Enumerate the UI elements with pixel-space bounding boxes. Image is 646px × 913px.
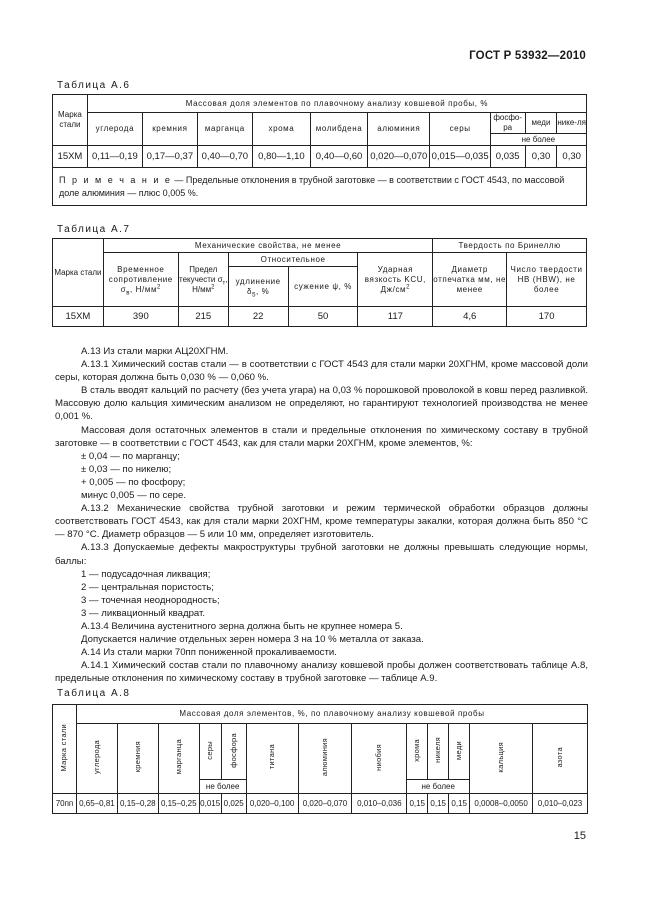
paragraph: А.14.1 Химический состав стали по плавочному анализу ковшевой пробы должен соответствовать таблице А.8, предельные отклонения по химическому составу в трубной заготовке — таблице А.9. xyxy=(55,660,588,685)
paragraph: А.13.3 Допускаемые дефекты макроструктуры трубной заготовки не должны превышать следующие нормы, баллы: xyxy=(55,542,588,567)
col-copper: меди xyxy=(449,724,470,780)
col-yield: Предел текучести $\sigma_т$, $Н/мм^2$ xyxy=(178,253,228,307)
table-cell: 0,30 xyxy=(525,146,557,168)
paragraph: 3 — ликвационный квадрат. xyxy=(81,607,206,619)
table-cell: 0,65–0,81 xyxy=(76,794,117,814)
col-aluminium: алюминия xyxy=(298,724,352,794)
col-hardness-number: Число твердости HB (HBW), не более xyxy=(507,253,587,307)
col-molybdenum: молибдена xyxy=(311,113,368,146)
note-label: П р и м е ч а н и е xyxy=(59,174,172,185)
table-a6-caption: Таблица А.6 xyxy=(57,80,131,91)
col-nickel: никеля xyxy=(428,724,449,780)
col-impact: Ударная вязкость KCU, $Дж/см^2$ xyxy=(358,253,433,307)
table-cell: 0,15 xyxy=(449,794,470,814)
col-niobium: ниобия xyxy=(352,724,407,794)
paragraph: А.14 Из стали марки 70пп пониженной прокаливаемости. xyxy=(81,647,337,659)
paragraph: 2 — центральная пористость; xyxy=(81,581,214,593)
table-cell: 0,015 xyxy=(199,794,221,814)
table-cell: 170 xyxy=(507,307,587,327)
table-cell: 0,40—0,60 xyxy=(311,146,368,168)
table-cell: 15ХМ xyxy=(53,146,88,168)
table-note xyxy=(53,168,587,206)
table-cell: 4,6 xyxy=(433,307,507,327)
table-a8 xyxy=(52,704,588,814)
mechanical-header: Механические свойства, не менее xyxy=(103,239,432,253)
paragraph: Допускается наличие отдельных зерен номера 3 на 10 % металла от заказа. xyxy=(81,634,424,646)
col-carbon: углерода xyxy=(87,113,142,146)
col-reduction: сужение ψ, % xyxy=(288,267,358,307)
paragraph: А.13.2 Механические свойства трубной заготовки и режим термической обработки образцов должны соответствовать ГОСТ 4543, как для стали марки 20ХГНМ, кроме температуры закалки, которая должна быть 850 °С — 870 °С. Диаметр образцов — 5 или 10 мм, определяет изготовитель. xyxy=(55,503,588,541)
col-chromium: хрома xyxy=(252,113,310,146)
col-nickel: нике-ля xyxy=(557,113,587,134)
table-cell: 0,010–0,036 xyxy=(352,794,407,814)
table-cell: 0,025 xyxy=(221,794,246,814)
table-cell: 0,40—0,70 xyxy=(197,146,252,168)
col-tensile: Временное сопротивление $\sigma_в$, $Н/мм^2$ xyxy=(103,253,178,307)
document-header: ГОСТ Р 53932—2010 xyxy=(469,50,586,62)
table-cell: 0,15–0,28 xyxy=(117,794,158,814)
col-manganese: марганца xyxy=(158,724,199,794)
paragraph: минус 0,005 — по сере. xyxy=(81,490,187,502)
table-a7 xyxy=(52,238,587,327)
table-cell: 15ХМ xyxy=(53,307,104,327)
table-cell: 390 xyxy=(103,307,178,327)
table-cell: 0,17—0,37 xyxy=(142,146,197,168)
table-cell: 215 xyxy=(178,307,228,327)
table-cell: 70пп xyxy=(53,794,77,814)
col-titanium: титана xyxy=(246,724,298,794)
col-chromium: хрома xyxy=(407,724,428,780)
paragraph: 3 — точечная неоднородность; xyxy=(81,594,220,606)
table-a7-caption: Таблица А.7 xyxy=(57,224,131,235)
col-diameter: Диаметр отпечатка мм, не менее xyxy=(433,253,507,307)
paragraph: ± 0,03 — по никелю; xyxy=(81,463,172,475)
table-a6 xyxy=(52,94,587,206)
table-cell: 117 xyxy=(358,307,433,327)
col-elongation: удлинение $\delta_5$, % xyxy=(228,267,288,307)
body-text xyxy=(55,345,588,685)
page-number: 15 xyxy=(573,830,586,842)
paragraph: + 0,005 — по фосфору; xyxy=(81,476,186,488)
grade-header: Марка стали xyxy=(53,95,88,146)
paragraph: А.13.1 Химический состав стали — в соответствии с ГОСТ 4543 для стали марки 20ХГНМ, кроме массовой доли серы, которая должна быть 0,030 % — 0,060 %. xyxy=(55,359,588,384)
table-cell: 0,80—1,10 xyxy=(252,146,310,168)
paragraph: 1 — подусадочная ликвация; xyxy=(81,568,211,580)
table-cell: 50 xyxy=(288,307,358,327)
hardness-header: Твердость по Бринеллю xyxy=(433,239,587,253)
table-cell: 22 xyxy=(228,307,288,327)
col-sulfur: серы xyxy=(430,113,490,146)
table-cell: 0,30 xyxy=(557,146,587,168)
table-cell: 0,020–0,100 xyxy=(246,794,298,814)
grade-header: Марка стали xyxy=(53,239,104,307)
table-cell: 0,015—0,035 xyxy=(430,146,490,168)
sub-header-max: не более xyxy=(199,780,246,794)
table-cell: 0,11—0,19 xyxy=(87,146,142,168)
col-aluminium: алюминия xyxy=(368,113,430,146)
col-sulfur: серы xyxy=(199,724,221,780)
paragraph: В сталь вводят кальций по расчету (без учета угара) на 0,03 % порошковой проволокой в ковш перед разливкой. Массовую долю кальция химическим анализом не определяют, но гарантируют технологией производства не менее 0,001 %. xyxy=(55,385,588,423)
table-cell: 0,15 xyxy=(428,794,449,814)
table-cell: 0,0008–0,0050 xyxy=(470,794,533,814)
col-copper: меди xyxy=(525,113,557,134)
group-header: Массовая доля элементов по плавочному анализу ковшевой пробы, % xyxy=(87,95,586,113)
col-carbon: углерода xyxy=(76,724,117,794)
sub-header-max: не более xyxy=(407,780,470,794)
note-text: — Предельные отклонения в трубной заготовке — в соответствии с ГОСТ 4543, по массовой доле алюминия — плюс 0,005 %. xyxy=(59,174,565,198)
sub-header-max: не более xyxy=(490,134,586,146)
table-a8-caption: Таблица А.8 xyxy=(57,688,131,699)
col-phosphorus: фосфо-ра xyxy=(490,113,525,134)
col-calcium: кальция xyxy=(470,724,533,794)
table-cell: 0,15–0,25 xyxy=(158,794,199,814)
table-cell: 0,020–0,070 xyxy=(298,794,352,814)
table-cell: 0,020—0,070 xyxy=(368,146,430,168)
paragraph: ± 0,04 — по марганцу; xyxy=(81,450,180,462)
paragraph: Массовая доля остаточных элементов в стали и предельные отклонения по химическому составу в трубной заготовке — в соответствии с ГОСТ 4543, как для стали марки 20ХГНМ, кроме элементов, %: xyxy=(55,424,588,449)
relative-header: Относительное xyxy=(228,253,358,267)
paragraph: А.13 Из стали марки АЦ20ХГНМ. xyxy=(81,346,229,357)
col-phosphorus: фосфора xyxy=(221,724,246,780)
group-header: Массовая доля элементов, %, по плавочному анализу ковшевой пробы xyxy=(76,705,587,724)
grade-header: Марка стали xyxy=(53,705,77,794)
col-silicon: кремния xyxy=(117,724,158,794)
paragraph: А.13.4 Величина аустенитного зерна должна быть не крупнее номера 5. xyxy=(81,620,403,632)
table-cell: 0,15 xyxy=(407,794,428,814)
table-cell: 0,010–0,023 xyxy=(533,794,588,814)
table-cell: 0,035 xyxy=(490,146,525,168)
col-silicon: кремния xyxy=(142,113,197,146)
col-manganese: марганца xyxy=(197,113,252,146)
col-nitrogen: азота xyxy=(533,724,588,794)
